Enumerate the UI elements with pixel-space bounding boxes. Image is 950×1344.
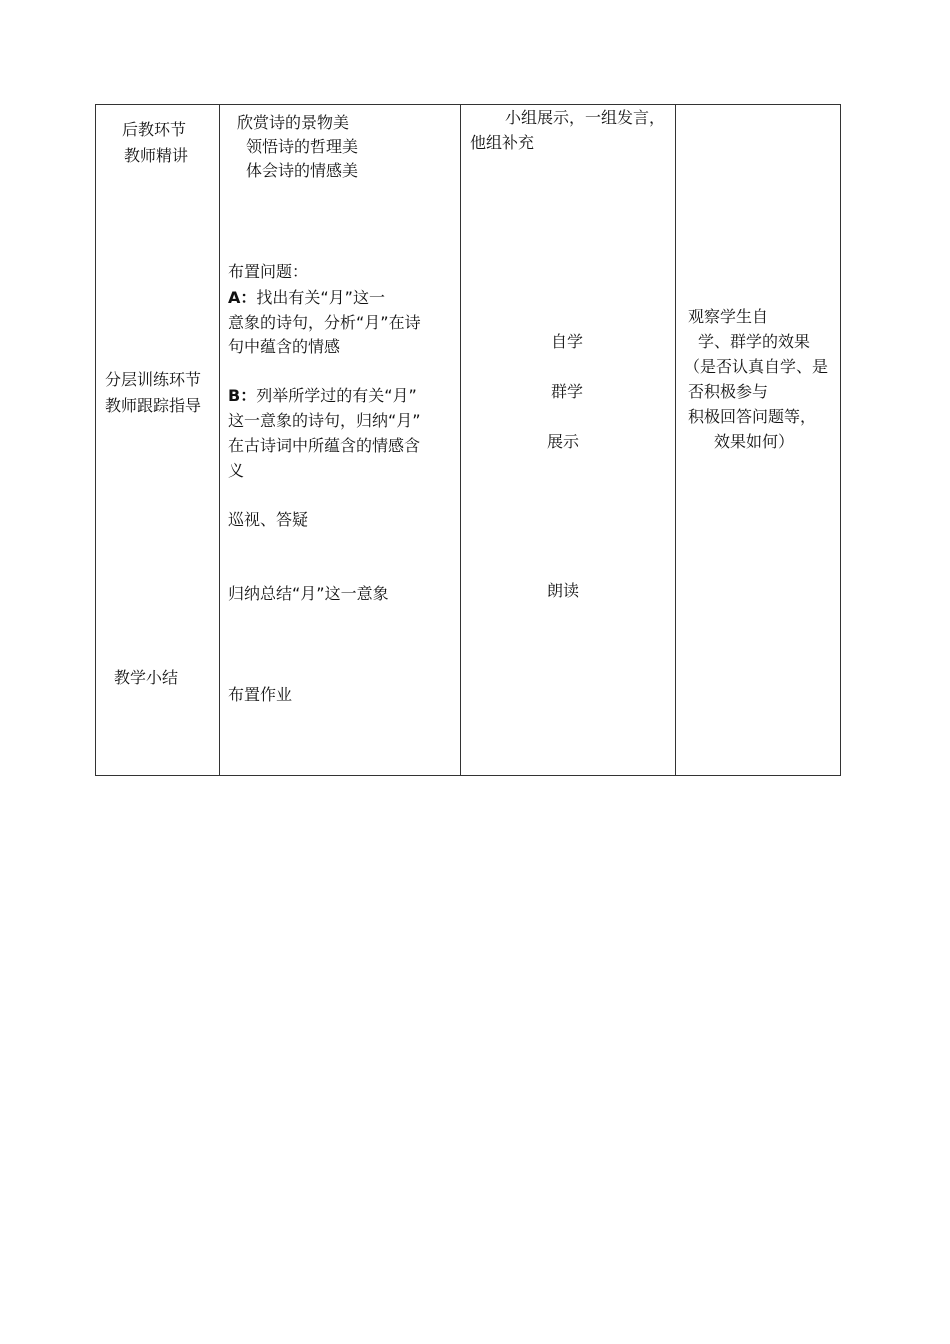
observation-text: 效果如何）: [714, 432, 795, 451]
student-activity: 群学: [551, 382, 584, 401]
stage-label: 教师跟踪指导: [105, 396, 202, 415]
student-activity: 朗读: [547, 581, 580, 600]
question-a-text: 句中蕴含的情感: [228, 337, 341, 356]
stage-label: 教学小结: [114, 668, 179, 687]
column-divider: [219, 105, 220, 775]
stage-label: 后教环节: [122, 120, 187, 139]
observation-text: 积极回答问题等，: [688, 407, 817, 426]
question-a-text: 找出有关“月”这一: [256, 288, 385, 307]
question-heading: 布置问题：: [228, 262, 309, 281]
question-b-text: 列举所学过的有关“月”: [256, 386, 417, 405]
observation-text: 观察学生自: [688, 307, 769, 326]
observation-text: 否积极参与: [688, 382, 769, 401]
question-a-text: 意象的诗句，分析“月”在诗: [228, 313, 421, 332]
observation-text: 学、群学的效果: [698, 332, 811, 351]
question-a: [228, 286, 385, 310]
question-b-text: 在古诗词中所蕴含的情感含: [228, 436, 421, 455]
student-activity: 小组展示，一组发言，: [505, 108, 666, 127]
activity-text: 布置作业: [228, 685, 293, 704]
objective-text: 体会诗的情感美: [246, 161, 359, 180]
activity-text: 归纳总结“月”这一意象: [228, 584, 389, 603]
column-divider: [460, 105, 461, 775]
student-activity: 自学: [551, 332, 584, 351]
question-b: [228, 384, 417, 408]
column-divider: [675, 105, 676, 775]
student-activity: 他组补充: [470, 133, 535, 152]
activity-text: 巡视、答疑: [228, 510, 309, 529]
question-b-text: 这一意象的诗句，归纳“月”: [228, 411, 421, 430]
question-b-text: 义: [228, 461, 245, 480]
observation-text: （是否认真自学、是: [684, 357, 829, 376]
stage-label: 教师精讲: [124, 146, 189, 165]
stage-label: 分层训练环节: [105, 370, 202, 389]
student-activity: 展示: [547, 432, 580, 451]
objective-text: 领悟诗的哲理美: [246, 137, 359, 156]
objective-text: 欣赏诗的景物美: [237, 113, 350, 132]
question-a-prefix: A：: [228, 288, 257, 307]
question-b-prefix: B：: [228, 386, 257, 405]
